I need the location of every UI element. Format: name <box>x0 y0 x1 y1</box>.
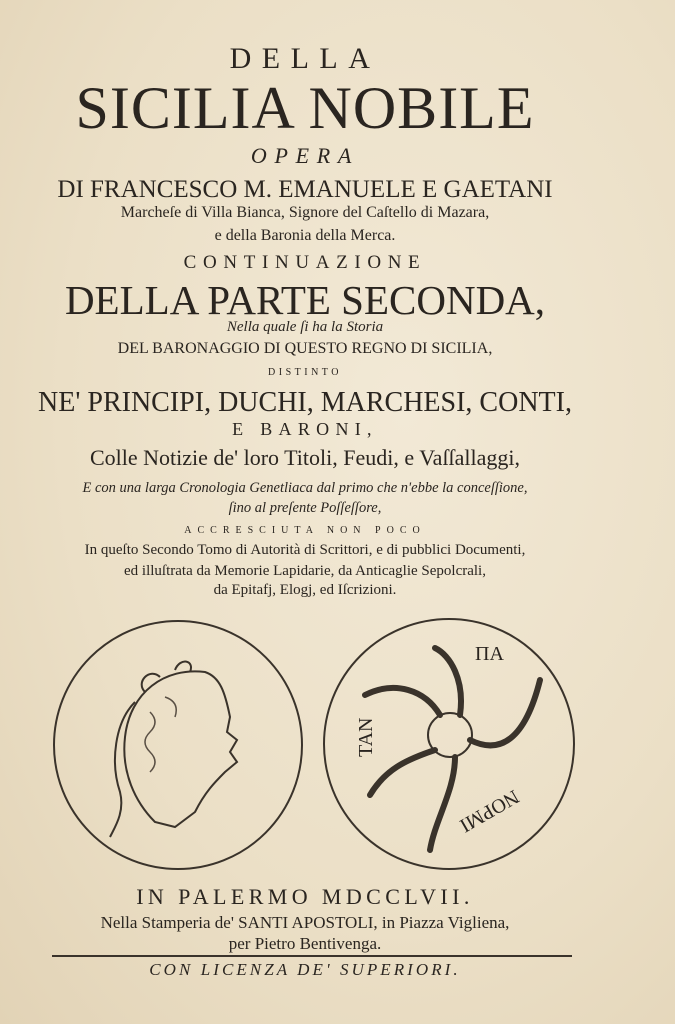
ranks-1: NE' PRINCIPI, DUCHI, MARCHESI, CONTI, <box>38 387 572 418</box>
cronologia-2: ſino al preſente Poſſeſſore, <box>228 500 382 516</box>
author-titles-1: Marcheſe di Villa Bianca, Signore del Caſtello di Mazara, <box>120 204 490 221</box>
accresciuta: ACCRESCIUTA NON POCO <box>184 525 426 536</box>
triskelion-icon <box>325 620 573 868</box>
subtitle-1: Nella quale ſi ha la Storia <box>226 319 384 335</box>
subtitle-2: DEL BARONAGGIO DI QUESTO REGNO DI SICILIA, <box>117 340 493 357</box>
coin-inscription-normi: ΝΟΡΜΙ <box>455 785 523 837</box>
main-title: SICILIA NOBILE <box>75 75 535 141</box>
coin-triskelion <box>323 618 575 870</box>
author-titles-2: e della Baronia della Merca. <box>214 227 396 244</box>
ranks-2: E BARONI, <box>232 419 378 439</box>
coin-head-of-ceres <box>53 620 303 870</box>
description-3: da Epitafj, Elogj, ed Iſcrizioni. <box>213 582 397 598</box>
imprint-printer: Nella Stamperia de' SANTI APOSTOLI, in Piazza Vigliena, <box>100 913 510 932</box>
imprint-publisher: per Pietro Bentivenga. <box>228 934 382 953</box>
cronologia-1: E con una larga Cronologia Genetliaca dal primo che n'ebbe la conceſſione, <box>82 480 528 496</box>
imprint-place-year: IN PALERMO MDCCLVII. <box>136 884 474 909</box>
author-name: DI FRANCESCO M. EMANUELE E GAETANI <box>57 176 553 203</box>
coin-inscription-pa: ΠΑ <box>475 643 504 665</box>
description-1: In queſto Secondo Tomo di Autorità di Scrittori, e di pubblici Documenti, <box>84 542 526 558</box>
description-2: ed illuſtrata da Memorie Lapidarie, da Anticaglie Sepolcrali, <box>124 563 486 579</box>
distinto: DISTINTO <box>268 367 342 378</box>
notizie: Colle Notizie de' loro Titoli, Feudi, e Vaſſallaggi, <box>89 445 521 470</box>
imprint-licence: CON LICENZA DE' SUPERIORI. <box>149 960 461 979</box>
title-della: DELLA <box>229 42 381 75</box>
head-profile-icon <box>55 622 301 868</box>
part-title: DELLA PARTE SECONDA, <box>64 277 546 323</box>
continuazione: CONTINUAZIONE <box>183 252 427 273</box>
coin-inscription-tan: ΤΑΝ <box>355 717 377 757</box>
divider-rule <box>52 955 572 957</box>
opera-label: OPERA <box>250 143 360 168</box>
